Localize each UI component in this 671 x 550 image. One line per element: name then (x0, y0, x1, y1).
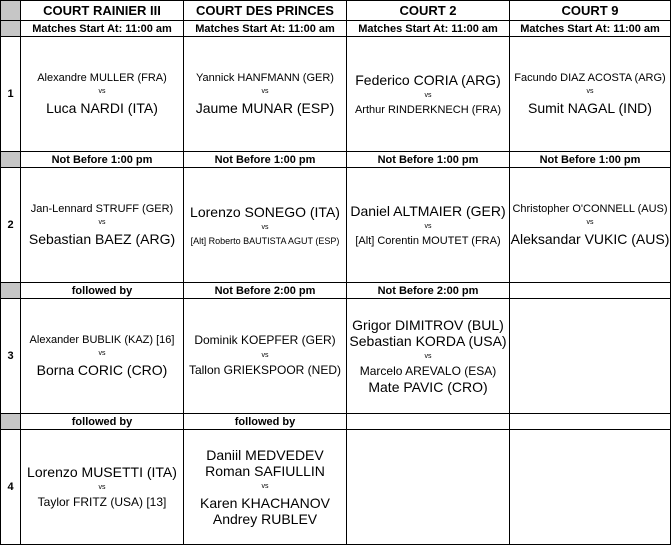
vs-label: vs (98, 219, 106, 227)
match-cell (184, 37, 347, 152)
player-bottom: Karen KHACHANOV (200, 495, 330, 512)
player-bottom: Arthur RINDERKNECH (FRA) (354, 103, 502, 116)
player-top: Federico CORIA (ARG) (355, 71, 501, 88)
match-row (1, 168, 671, 283)
note-corner (1, 414, 21, 430)
player-top: Facundo DIAZ ACOSTA (ARG) (514, 71, 666, 84)
time-note-row (1, 283, 671, 299)
court-header-row (1, 1, 671, 21)
note-corner (1, 21, 21, 37)
time-note: followed by (21, 283, 184, 299)
note-corner (1, 152, 21, 168)
court-header: COURT RAINIER III (21, 1, 184, 21)
player-top: Alexandre MULLER (FRA) (37, 71, 167, 84)
player-bottom: Sumit NAGAL (IND) (528, 100, 652, 117)
player-top: Daniil MEDVEDEV (206, 446, 324, 463)
time-note: Matches Start At: 11:00 am (184, 21, 347, 37)
match-cell (184, 430, 347, 545)
corner-cell (1, 1, 21, 21)
time-note: Not Before 1:00 pm (347, 152, 510, 168)
time-note: Not Before 1:00 pm (184, 152, 347, 168)
time-note: followed by (21, 414, 184, 430)
match-number: 3 (1, 299, 21, 414)
match-cell (347, 37, 510, 152)
time-note: followed by (184, 414, 347, 430)
player-top: Lorenzo SONEGO (ITA) (190, 203, 340, 220)
player-bottom: [Alt] Roberto BAUTISTA AGUT (ESP) (190, 235, 340, 246)
player-top: Yannick HANFMANN (GER) (196, 71, 334, 84)
match-cell (184, 299, 347, 414)
vs-label: vs (98, 88, 106, 96)
match-number: 2 (1, 168, 21, 283)
player-top: Roman SAFIULLIN (205, 462, 325, 479)
player-top: Sebastian KORDA (USA) (349, 333, 507, 350)
player-bottom: Luca NARDI (ITA) (46, 100, 158, 117)
empty-cell (510, 430, 671, 545)
match-row (1, 299, 671, 414)
player-top: Jan-Lennard STRUFF (GER) (30, 202, 174, 215)
player-bottom: Sebastian BAEZ (ARG) (28, 231, 176, 248)
match-cell (21, 430, 184, 545)
vs-label: vs (586, 219, 594, 227)
player-bottom: Taylor FRITZ (USA) [13] (37, 495, 167, 510)
time-note: Not Before 1:00 pm (510, 152, 671, 168)
time-note (510, 414, 671, 430)
court-header: COURT DES PRINCES (184, 1, 347, 21)
match-row (1, 37, 671, 152)
note-corner (1, 283, 21, 299)
vs-label: vs (261, 223, 269, 231)
vs-label: vs (261, 482, 269, 490)
vs-label: vs (98, 484, 106, 492)
empty-cell (510, 299, 671, 414)
match-row (1, 430, 671, 545)
time-note: Not Before 2:00 pm (184, 283, 347, 299)
match-cell (510, 37, 671, 152)
player-bottom: Tallon GRIEKSPOOR (NED) (188, 363, 342, 378)
vs-label: vs (98, 350, 106, 358)
player-top: Dominik KOEPFER (GER) (194, 333, 336, 348)
player-bottom: [Alt] Corentin MOUTET (FRA) (355, 234, 501, 247)
match-number: 1 (1, 37, 21, 152)
vs-label: vs (261, 88, 269, 96)
player-top: Daniel ALTMAIER (GER) (350, 202, 506, 219)
player-bottom: Andrey RUBLEV (212, 511, 318, 528)
match-cell (347, 168, 510, 283)
player-top: Christopher O'CONNELL (AUS) (512, 202, 668, 215)
time-note: Matches Start At: 11:00 am (347, 21, 510, 37)
time-note (510, 283, 671, 299)
match-cell (21, 168, 184, 283)
empty-cell (347, 430, 510, 545)
match-cell (21, 299, 184, 414)
time-note-row (1, 21, 671, 37)
vs-label: vs (424, 222, 432, 230)
vs-label: vs (424, 353, 432, 361)
time-note-row (1, 414, 671, 430)
vs-label: vs (261, 351, 269, 359)
time-note-row (1, 152, 671, 168)
time-note: Matches Start At: 11:00 am (21, 21, 184, 37)
time-note: Matches Start At: 11:00 am (510, 21, 671, 37)
vs-label: vs (424, 91, 432, 99)
match-cell (184, 168, 347, 283)
player-bottom: Borna CORIC (CRO) (36, 362, 168, 379)
player-bottom: Marcelo AREVALO (ESA) (359, 364, 497, 379)
match-cell (21, 37, 184, 152)
player-top: Lorenzo MUSETTI (ITA) (27, 464, 177, 481)
player-bottom: Mate PAVIC (CRO) (368, 378, 488, 395)
time-note: Not Before 2:00 pm (347, 283, 510, 299)
player-bottom: Aleksandar VUKIC (AUS) (510, 231, 670, 248)
player-bottom: Jaume MUNAR (ESP) (195, 100, 335, 117)
court-header: COURT 9 (510, 1, 671, 21)
match-number: 4 (1, 430, 21, 545)
player-top: Grigor DIMITROV (BUL) (352, 316, 504, 333)
court-header: COURT 2 (347, 1, 510, 21)
time-note (347, 414, 510, 430)
time-note: Not Before 1:00 pm (21, 152, 184, 168)
match-cell (347, 299, 510, 414)
vs-label: vs (586, 88, 594, 96)
player-top: Alexander BUBLIK (KAZ) [16] (29, 333, 175, 346)
match-cell (510, 168, 671, 283)
